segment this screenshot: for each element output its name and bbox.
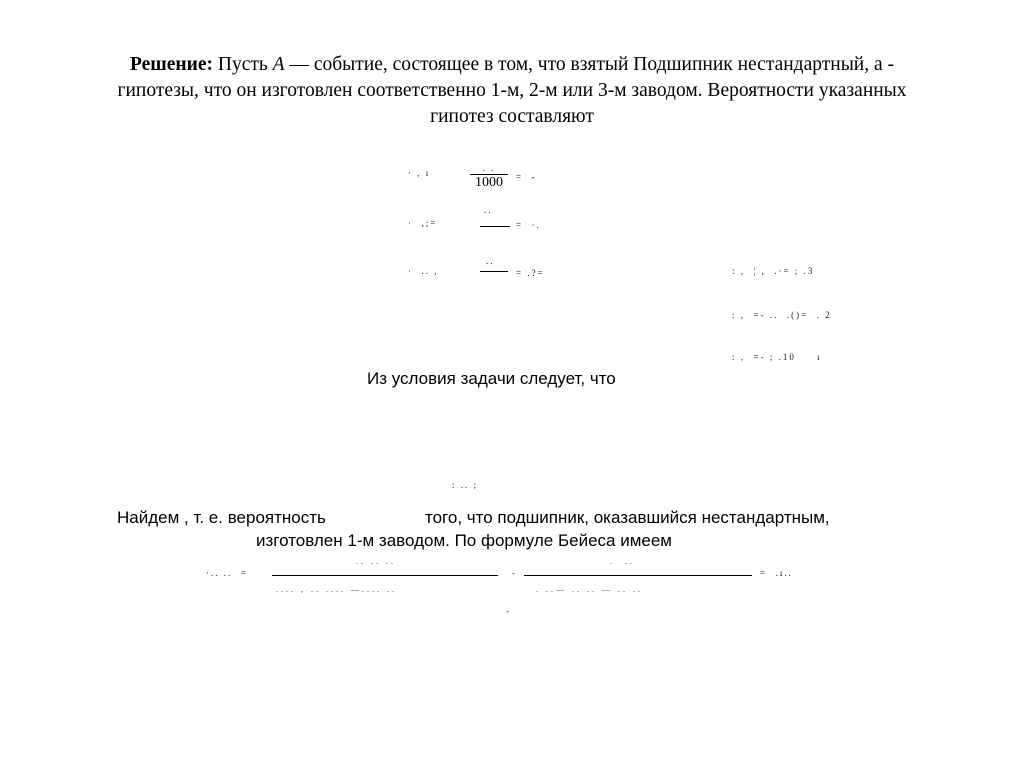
posterior-symbol: : .. ; <box>452 480 479 490</box>
conditional-formula-3: : , =- ; .10 ı <box>732 352 822 362</box>
fraction-denominator: 1000 <box>475 175 503 190</box>
find-line-part2: того, что подшипник, оказавшийся нестандартным, <box>425 508 830 527</box>
solution-text-rest: — событие, состоящее в том, что взятый Подшипник нестандартный, а - гипотезы, что он изготовлен соответственно 1-м, 2-м или 3-м заводом. Вероятности указанных гипотез составляют <box>117 54 907 127</box>
solution-label: Решение: <box>129 54 213 75</box>
bayes-denominator-2: . ..— .. .. — .. .. <box>536 585 643 594</box>
bayes-numerator-1: .. .. .. <box>356 557 396 566</box>
hypothesis-fraction-bar-3 <box>480 271 508 272</box>
solution-text-start: Пусть <box>217 54 268 75</box>
event-variable: A <box>272 54 285 75</box>
hypothesis-formula-1: · , ı <box>408 168 431 178</box>
find-line-part1: Найдем , т. е. вероятность <box>117 508 326 527</box>
hypothesis-fraction-1: . . 1000 <box>470 163 508 191</box>
hypothesis-fraction-bar-2 <box>480 226 510 227</box>
bayes-denominator-1: .... , .. .... —.... .. <box>276 585 397 594</box>
bayes-numerator-2: . .. <box>610 557 635 566</box>
hypothesis-result-2: = ·. <box>516 220 541 230</box>
hypothesis-numer-3: .. <box>486 256 495 266</box>
conditional-formula-2: : , =- .. .()= . 2 <box>732 310 832 320</box>
hypothesis-numer-2: .. <box>484 205 493 215</box>
bayes-fraction-bar-1 <box>272 575 498 576</box>
conditional-note: Из условия задачи следует, что <box>367 369 616 388</box>
bayes-fraction-bar-2 <box>524 575 752 576</box>
hypothesis-result-1: = - <box>516 172 537 182</box>
bayes-result: = .ı.. <box>760 568 793 578</box>
hypothesis-formula-3: · .. , <box>408 266 439 276</box>
hypothesis-formula-2: · ,;= <box>408 218 438 228</box>
bayes-lhs: ·.. .. = <box>206 568 248 578</box>
solution-paragraph <box>110 52 914 130</box>
find-line-part3: изготовлен 1-м заводом. По формуле Бейеса имеем <box>256 531 672 550</box>
conditional-formula-1: : , ¦ , .·= ; .3 <box>732 266 815 276</box>
bayes-dash: - <box>506 606 511 616</box>
hypothesis-result-3: = .?= <box>516 268 545 278</box>
bayes-equals-1: - <box>512 568 517 578</box>
